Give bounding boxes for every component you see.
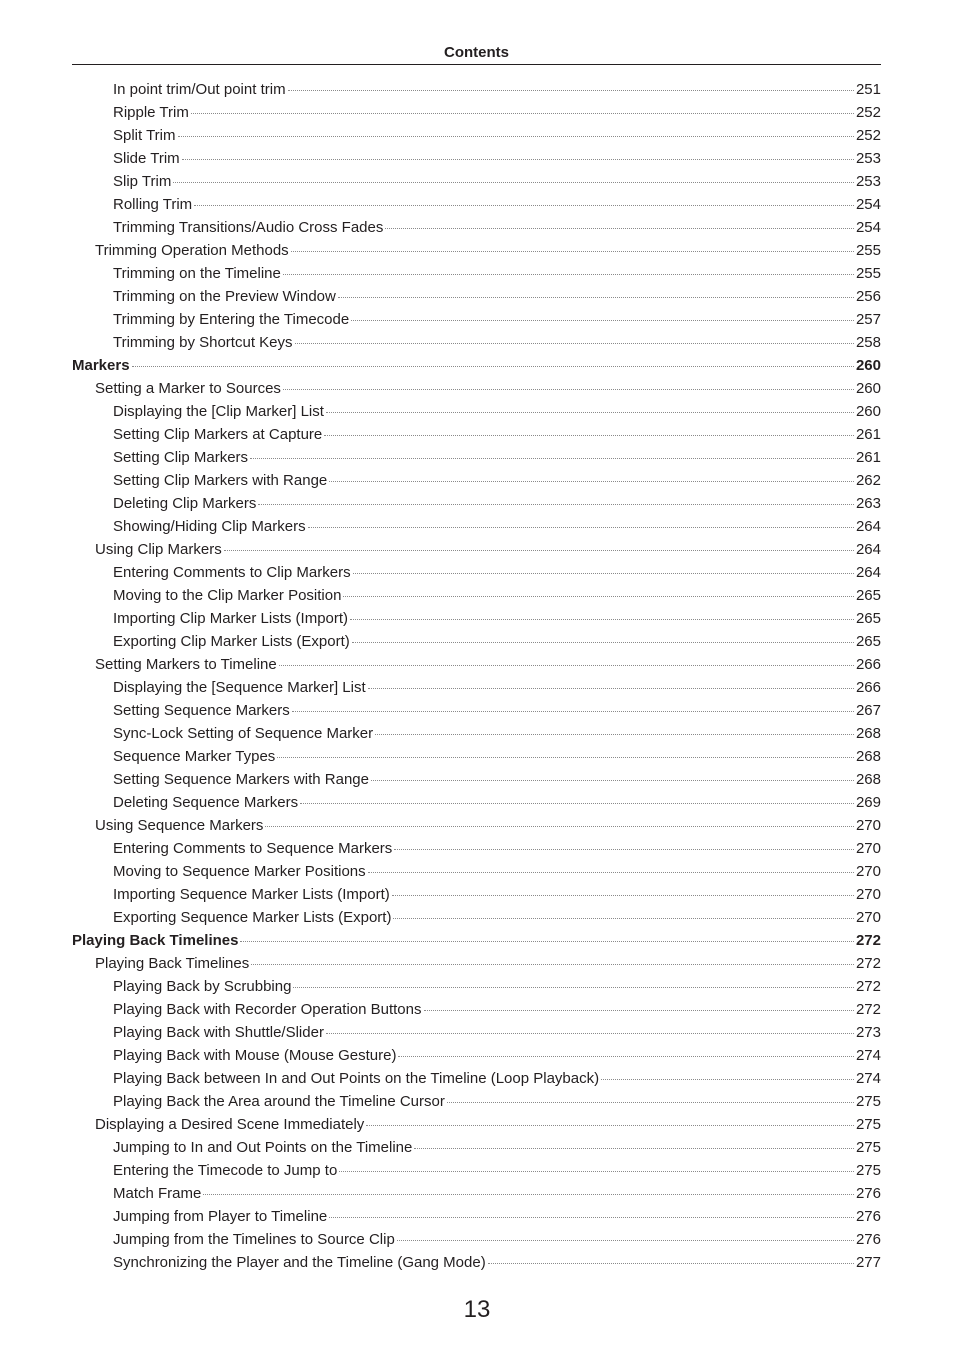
toc-entry-title: Showing/Hiding Clip Markers <box>113 518 306 535</box>
toc-subsection-entry[interactable] <box>72 998 881 1021</box>
dot-leader <box>368 872 854 873</box>
toc-entry-page: 272 <box>855 955 881 972</box>
toc-entry-title: Synchronizing the Player and the Timeline (Gang Mode) <box>113 1254 486 1271</box>
dot-leader <box>258 504 854 505</box>
toc-entry-page: 260 <box>855 380 881 397</box>
toc-entry-title: Rolling Trim <box>113 196 193 213</box>
toc-subsection-entry[interactable] <box>72 722 881 745</box>
toc-subsection-entry[interactable] <box>72 101 881 124</box>
dot-leader <box>351 320 854 321</box>
toc-entry-page: 270 <box>855 909 881 926</box>
toc-subsection-entry[interactable] <box>72 1159 881 1182</box>
toc-entry-page: 260 <box>855 403 881 420</box>
toc-entry-title: Trimming by Shortcut Keys <box>113 334 293 351</box>
toc-entry-page: 256 <box>855 288 881 305</box>
dot-leader <box>277 757 854 758</box>
toc-entry-page: 260 <box>855 357 881 374</box>
table-of-contents <box>72 78 881 1274</box>
dot-leader <box>397 1240 854 1241</box>
toc-entry-page: 274 <box>855 1047 881 1064</box>
toc-entry-page: 262 <box>855 472 881 489</box>
dot-leader <box>371 780 854 781</box>
toc-subsection-entry[interactable] <box>72 216 881 239</box>
header-divider <box>72 64 881 65</box>
toc-entry-page: 276 <box>855 1231 881 1248</box>
toc-subsection-entry[interactable] <box>72 1067 881 1090</box>
toc-subsection-entry[interactable] <box>72 1182 881 1205</box>
dot-leader <box>300 803 854 804</box>
toc-section-entry[interactable] <box>72 653 881 676</box>
toc-subsection-entry[interactable] <box>72 1044 881 1067</box>
dot-leader <box>375 734 854 735</box>
dot-leader <box>283 274 854 275</box>
dot-leader <box>488 1263 854 1264</box>
toc-entry-title: Importing Sequence Marker Lists (Import) <box>113 886 390 903</box>
toc-subsection-entry[interactable] <box>72 492 881 515</box>
toc-subsection-entry[interactable] <box>72 1090 881 1113</box>
toc-entry-page: 270 <box>855 886 881 903</box>
toc-entry-page: 265 <box>855 587 881 604</box>
toc-entry-title: Exporting Clip Marker Lists (Export) <box>113 633 350 650</box>
toc-entry-title: Setting Clip Markers <box>113 449 249 466</box>
toc-subsection-entry[interactable] <box>72 676 881 699</box>
toc-entry-page: 253 <box>855 150 881 167</box>
dot-leader <box>291 251 854 252</box>
toc-subsection-entry[interactable] <box>72 147 881 170</box>
toc-entry-page: 258 <box>855 334 881 351</box>
toc-subsection-entry[interactable] <box>72 262 881 285</box>
toc-subsection-entry[interactable] <box>72 285 881 308</box>
toc-subsection-entry[interactable] <box>72 791 881 814</box>
toc-entry-page: 266 <box>855 679 881 696</box>
toc-entry-title: Jumping to In and Out Points on the Timeline <box>113 1139 413 1156</box>
toc-chapter-entry[interactable] <box>72 354 881 377</box>
toc-entry-page: 257 <box>855 311 881 328</box>
toc-entry-page: 272 <box>855 978 881 995</box>
dot-leader <box>293 987 854 988</box>
dot-leader <box>339 1171 854 1172</box>
toc-entry-title: Displaying the [Sequence Marker] List <box>113 679 366 696</box>
toc-subsection-entry[interactable] <box>72 400 881 423</box>
toc-entry-title: Setting Sequence Markers with Range <box>113 771 369 788</box>
toc-entry-page: 251 <box>855 81 881 98</box>
dot-leader <box>251 964 854 965</box>
toc-subsection-entry[interactable] <box>72 883 881 906</box>
dot-leader <box>288 90 854 91</box>
toc-section-entry[interactable] <box>72 538 881 561</box>
toc-entry-title: Playing Back Timelines <box>72 932 239 949</box>
toc-entry-page: 266 <box>855 656 881 673</box>
toc-entry-page: 264 <box>855 518 881 535</box>
toc-entry-title: Playing Back Timelines <box>95 955 250 972</box>
toc-entry-title: Entering Comments to Sequence Markers <box>113 840 393 857</box>
dot-leader <box>329 1217 854 1218</box>
toc-entry-title: Playing Back with Shuttle/Slider <box>113 1024 324 1041</box>
dot-leader <box>385 228 854 229</box>
toc-subsection-entry[interactable] <box>72 745 881 768</box>
dot-leader <box>295 343 854 344</box>
toc-entry-title: Trimming Operation Methods <box>95 242 289 259</box>
toc-entry-title: Entering the Timecode to Jump to <box>113 1162 338 1179</box>
toc-entry-page: 254 <box>855 219 881 236</box>
toc-entry-page: 272 <box>855 1001 881 1018</box>
toc-subsection-entry[interactable] <box>72 446 881 469</box>
toc-subsection-entry[interactable] <box>72 515 881 538</box>
dot-leader <box>191 113 854 114</box>
dot-leader <box>343 596 854 597</box>
dot-leader <box>353 573 854 574</box>
dot-leader <box>392 895 854 896</box>
dot-leader <box>292 711 854 712</box>
dot-leader <box>352 642 854 643</box>
toc-subsection-entry[interactable] <box>72 630 881 653</box>
toc-subsection-entry[interactable] <box>72 1228 881 1251</box>
dot-leader <box>324 435 854 436</box>
toc-subsection-entry[interactable] <box>72 975 881 998</box>
toc-section-entry[interactable] <box>72 1113 881 1136</box>
toc-entry-title: Moving to the Clip Marker Position <box>113 587 342 604</box>
toc-entry-page: 275 <box>855 1116 881 1133</box>
dot-leader <box>398 1056 854 1057</box>
dot-leader <box>393 918 854 919</box>
toc-entry-title: Markers <box>72 357 130 374</box>
toc-entry-page: 261 <box>855 449 881 466</box>
toc-entry-page: 268 <box>855 771 881 788</box>
toc-subsection-entry[interactable] <box>72 906 881 929</box>
toc-entry-title: Playing Back by Scrubbing <box>113 978 292 995</box>
toc-entry-page: 267 <box>855 702 881 719</box>
toc-entry-title: Using Sequence Markers <box>95 817 264 834</box>
dot-leader <box>338 297 854 298</box>
toc-entry-title: Sequence Marker Types <box>113 748 276 765</box>
toc-subsection-entry[interactable] <box>72 1136 881 1159</box>
toc-section-entry[interactable] <box>72 952 881 975</box>
toc-entry-title: Importing Clip Marker Lists (Import) <box>113 610 349 627</box>
dot-leader <box>350 619 854 620</box>
toc-entry-page: 252 <box>855 127 881 144</box>
toc-entry-title: In point trim/Out point trim <box>113 81 286 98</box>
toc-entry-title: Playing Back between In and Out Points on the Timeline (Loop Playback) <box>113 1070 600 1087</box>
dot-leader <box>601 1079 854 1080</box>
toc-entry-page: 272 <box>855 932 881 949</box>
toc-entry-page: 268 <box>855 725 881 742</box>
dot-leader <box>132 366 854 367</box>
page-number: 13 <box>463 1296 491 1323</box>
toc-subsection-entry[interactable] <box>72 1021 881 1044</box>
toc-entry-page: 274 <box>855 1070 881 1087</box>
toc-entry-page: 264 <box>855 541 881 558</box>
toc-entry-page: 275 <box>855 1093 881 1110</box>
toc-entry-page: 261 <box>855 426 881 443</box>
dot-leader <box>194 205 854 206</box>
toc-entry-page: 270 <box>855 863 881 880</box>
dot-leader <box>240 941 854 942</box>
toc-subsection-entry[interactable] <box>72 1205 881 1228</box>
toc-section-entry[interactable] <box>72 377 881 400</box>
toc-subsection-entry[interactable] <box>72 469 881 492</box>
toc-subsection-entry[interactable] <box>72 837 881 860</box>
toc-subsection-entry[interactable] <box>72 584 881 607</box>
toc-subsection-entry[interactable] <box>72 308 881 331</box>
dot-leader <box>329 481 854 482</box>
toc-subsection-entry[interactable] <box>72 331 881 354</box>
dot-leader <box>308 527 854 528</box>
toc-chapter-entry[interactable] <box>72 929 881 952</box>
toc-section-entry[interactable] <box>72 239 881 262</box>
toc-entry-page: 255 <box>855 265 881 282</box>
toc-entry-title: Trimming Transitions/Audio Cross Fades <box>113 219 384 236</box>
toc-entry-title: Displaying the [Clip Marker] List <box>113 403 324 420</box>
toc-entry-title: Deleting Sequence Markers <box>113 794 299 811</box>
toc-entry-page: 255 <box>855 242 881 259</box>
toc-subsection-entry[interactable] <box>72 193 881 216</box>
toc-entry-page: 276 <box>855 1208 881 1225</box>
toc-subsection-entry[interactable] <box>72 170 881 193</box>
toc-entry-page: 270 <box>855 817 881 834</box>
toc-entry-title: Setting Sequence Markers <box>113 702 290 719</box>
toc-entry-page: 265 <box>855 610 881 627</box>
toc-entry-title: Jumping from Player to Timeline <box>113 1208 328 1225</box>
toc-subsection-entry[interactable] <box>72 607 881 630</box>
dot-leader <box>283 389 854 390</box>
toc-entry-title: Trimming on the Preview Window <box>113 288 336 305</box>
toc-entry-page: 265 <box>855 633 881 650</box>
toc-subsection-entry[interactable] <box>72 1251 881 1274</box>
toc-entry-page: 276 <box>855 1185 881 1202</box>
toc-entry-title: Jumping from the Timelines to Source Clip <box>113 1231 395 1248</box>
toc-entry-title: Playing Back the Area around the Timeline Cursor <box>113 1093 445 1110</box>
toc-entry-title: Trimming on the Timeline <box>113 265 281 282</box>
dot-leader <box>182 159 854 160</box>
toc-entry-page: 263 <box>855 495 881 512</box>
toc-section-entry[interactable] <box>72 814 881 837</box>
toc-entry-page: 270 <box>855 840 881 857</box>
dot-leader <box>368 688 854 689</box>
toc-entry-page: 254 <box>855 196 881 213</box>
toc-entry-title: Ripple Trim <box>113 104 189 121</box>
toc-entry-title: Slip Trim <box>113 173 172 190</box>
toc-entry-title: Match Frame <box>113 1185 202 1202</box>
toc-entry-title: Sync-Lock Setting of Sequence Marker <box>113 725 374 742</box>
dot-leader <box>250 458 854 459</box>
toc-entry-page: 275 <box>855 1162 881 1179</box>
toc-entry-page: 253 <box>855 173 881 190</box>
toc-entry-title: Playing Back with Mouse (Mouse Gesture) <box>113 1047 397 1064</box>
toc-entry-page: 264 <box>855 564 881 581</box>
toc-entry-title: Entering Comments to Clip Markers <box>113 564 351 581</box>
toc-entry-title: Trimming by Entering the Timecode <box>113 311 350 328</box>
toc-subsection-entry[interactable] <box>72 768 881 791</box>
toc-entry-title: Exporting Sequence Marker Lists (Export) <box>113 909 392 926</box>
toc-subsection-entry[interactable] <box>72 561 881 584</box>
toc-entry-title: Setting Markers to Timeline <box>95 656 277 673</box>
dot-leader <box>203 1194 854 1195</box>
dot-leader <box>424 1010 854 1011</box>
toc-entry-title: Setting Clip Markers at Capture <box>113 426 323 443</box>
toc-entry-title: Slide Trim <box>113 150 180 167</box>
toc-subsection-entry[interactable] <box>72 423 881 446</box>
toc-subsection-entry[interactable] <box>72 124 881 147</box>
dot-leader <box>414 1148 854 1149</box>
page-header-title: Contents <box>444 44 509 61</box>
toc-entry-page: 268 <box>855 748 881 765</box>
toc-entry-title: Setting a Marker to Sources <box>95 380 281 397</box>
toc-entry-title: Setting Clip Markers with Range <box>113 472 328 489</box>
dot-leader <box>366 1125 854 1126</box>
toc-entry-page: 277 <box>855 1254 881 1271</box>
toc-entry-page: 252 <box>855 104 881 121</box>
dot-leader <box>326 1033 854 1034</box>
toc-entry-title: Displaying a Desired Scene Immediately <box>95 1116 365 1133</box>
toc-entry-page: 273 <box>855 1024 881 1041</box>
toc-entry-page: 269 <box>855 794 881 811</box>
dot-leader <box>279 665 854 666</box>
toc-subsection-entry[interactable] <box>72 699 881 722</box>
toc-entry-title: Moving to Sequence Marker Positions <box>113 863 366 880</box>
toc-entry-title: Deleting Clip Markers <box>113 495 257 512</box>
toc-entry-page: 275 <box>855 1139 881 1156</box>
dot-leader <box>224 550 854 551</box>
dot-leader <box>447 1102 854 1103</box>
toc-entry-title: Using Clip Markers <box>95 541 222 558</box>
dot-leader <box>265 826 854 827</box>
dot-leader <box>178 136 854 137</box>
toc-entry-title: Playing Back with Recorder Operation Buttons <box>113 1001 422 1018</box>
toc-entry-title: Split Trim <box>113 127 176 144</box>
dot-leader <box>173 182 854 183</box>
toc-subsection-entry[interactable] <box>72 860 881 883</box>
toc-subsection-entry[interactable] <box>72 78 881 101</box>
dot-leader <box>326 412 854 413</box>
dot-leader <box>394 849 854 850</box>
